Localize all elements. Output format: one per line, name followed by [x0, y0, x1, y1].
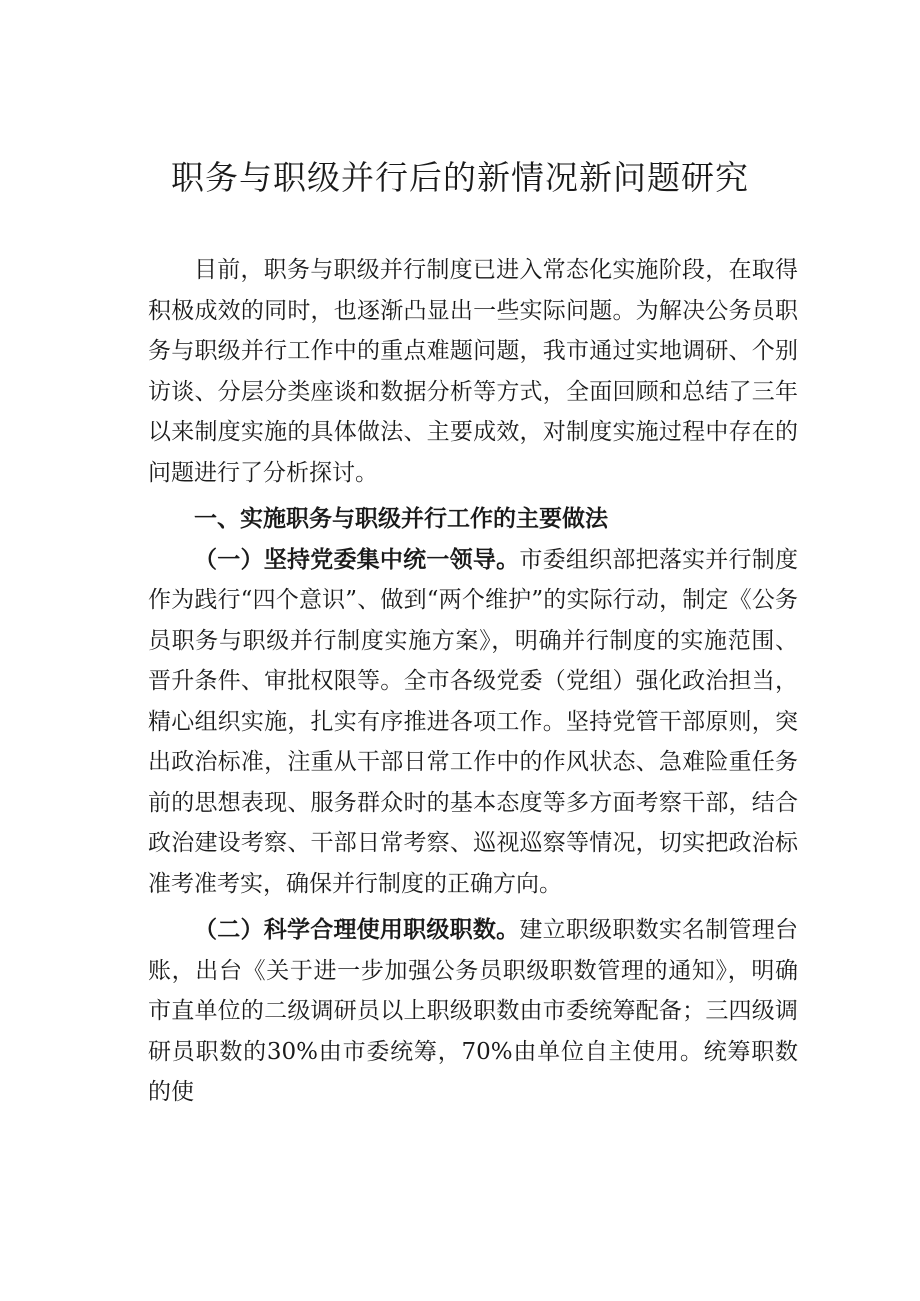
intro-paragraph: 目前，职务与职级并行制度已进入常态化实施阶段，在取得积极成效的同时，也逐渐凸显出一些实际问题。为解决公务员职务与职级并行工作中的重点难题问题，我市通过实地调研、个别访谈、分层分类座谈和数据分析等方式，全面回顾和总结了三年以来制度实施的具体做法、主要成效，对制度实施过程中存在的问题进行了分析探讨。: [148, 257, 798, 486]
section-paragraph-1: [148, 540, 798, 905]
section-paragraph-2: [148, 910, 798, 1113]
paragraph-text: 建立职级职数实名制管理台账，出台《关于进一步加强公务员职级职数管理的通知》，明确市直单位的二级调研员以上职级职数由市委统筹配备；三四级调研员职数的30%由市委统筹，70%由单位自主使用。统筹职数的使: [148, 917, 799, 1105]
section-heading: 一、实施职务与职级并行工作的主要做法: [194, 506, 608, 532]
paragraph-lead: （一）坚持党委集中统一领导。: [194, 545, 520, 573]
document-body: [148, 250, 798, 1113]
paragraph-text: 市委组织部把落实并行制度作为践行“四个意识”、做到“两个维护”的实际行动，制定《公务员职务与职级并行制度实施方案》，明确并行制度的实施范围、晋升条件、审批权限等。全市各级党委（党组）强化政治担当，精心组织实施，扎实有序推进各项工作。坚持党管干部原则，突出政治标准，注重从干部日常工作中的作风状态、急难险重任务前的思想表现、服务群众时的基本态度等多方面考察干部，结合政治建设考察、干部日常考察、巡视巡察等情况，切实把政治标准考准考实，确保并行制度的正确方向。: [148, 546, 799, 897]
paragraph-lead: （二）科学合理使用职级职数。: [194, 916, 520, 943]
page-title: 职务与职级并行后的新情况新问题研究: [171, 158, 749, 197]
